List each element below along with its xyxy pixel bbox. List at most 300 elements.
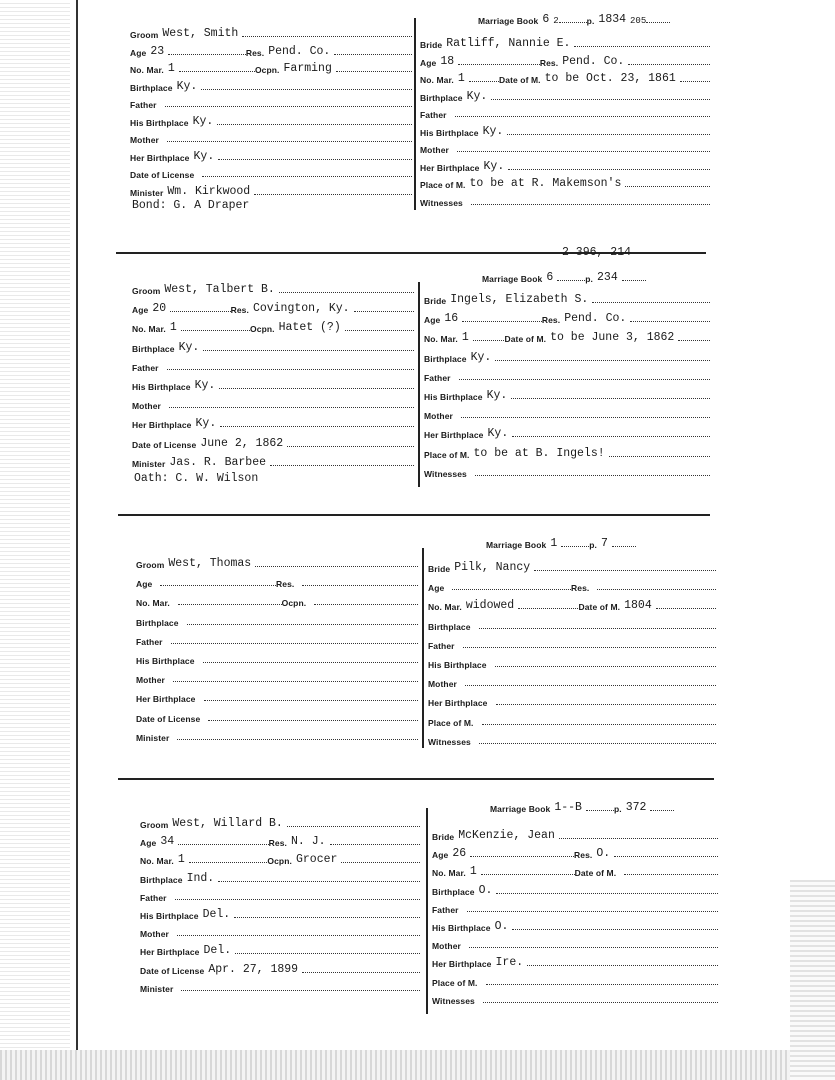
blank-line bbox=[465, 684, 716, 686]
her-birthplace-label: Her Birthplace bbox=[432, 959, 492, 970]
groom-name: West, Willard B. bbox=[172, 817, 283, 830]
his-birthplace-label: His Birthplace bbox=[424, 392, 483, 402]
res-label: Res. bbox=[230, 305, 249, 316]
bride-label: Bride bbox=[432, 832, 455, 842]
groom-birthplace: Ky. bbox=[176, 79, 198, 93]
form-row bbox=[132, 316, 414, 334]
birthplace-label: Birthplace bbox=[424, 353, 467, 364]
father-label: Father bbox=[140, 892, 167, 903]
groom-occupation: Farming bbox=[283, 62, 332, 75]
his-birthplace-label: His Birthplace bbox=[432, 923, 491, 933]
blank-line bbox=[455, 115, 710, 117]
form-row bbox=[424, 288, 710, 306]
groom-label: Groom bbox=[136, 560, 165, 570]
birthplace-label: Birthplace bbox=[420, 92, 463, 103]
groom-name: West, Smith bbox=[162, 27, 239, 40]
place-of-marriage-label: Place of M. bbox=[428, 717, 474, 728]
form-row bbox=[420, 137, 710, 155]
form-row bbox=[428, 614, 716, 632]
blank-line bbox=[559, 837, 718, 839]
blank-line bbox=[597, 588, 716, 590]
blank-line bbox=[483, 1001, 718, 1003]
father-label: Father bbox=[424, 372, 451, 383]
blank-line bbox=[656, 607, 716, 609]
form-row bbox=[140, 976, 420, 994]
bride-residence: Pend. Co. bbox=[564, 312, 627, 326]
age-label: Age bbox=[136, 579, 153, 590]
blank-line bbox=[202, 175, 412, 177]
blank-line bbox=[234, 916, 420, 918]
groom-name: West, Talbert B. bbox=[164, 283, 275, 296]
groom-no-mar: 1 bbox=[169, 321, 177, 335]
form-row bbox=[428, 690, 716, 708]
marriage-book-ref bbox=[482, 268, 646, 284]
blank-line bbox=[203, 349, 414, 351]
her-birthplace-label: Her Birthplace bbox=[428, 698, 488, 709]
mother-label: Mother bbox=[140, 929, 169, 940]
date-of-marriage-label: Date of M. bbox=[504, 334, 547, 345]
groom-no-mar: 1 bbox=[167, 62, 175, 75]
bride-name: Ratliff, Nannie E. bbox=[446, 37, 571, 50]
marriage-book-label: Marriage Book bbox=[482, 274, 543, 284]
form-row bbox=[130, 127, 412, 145]
blank-line bbox=[287, 825, 420, 827]
blank-line bbox=[479, 627, 716, 629]
birthplace-label: Birthplace bbox=[428, 621, 471, 632]
form-row bbox=[424, 403, 710, 421]
no-mar-label: No. Mar. bbox=[428, 602, 462, 613]
her-birthplace-label: Her Birthplace bbox=[132, 420, 192, 431]
form-row bbox=[428, 671, 716, 689]
blank-line bbox=[452, 588, 571, 590]
page-label: p. bbox=[589, 540, 598, 550]
blank-line bbox=[496, 703, 716, 705]
blank-line bbox=[557, 279, 585, 281]
form-row bbox=[420, 85, 710, 103]
form-row bbox=[424, 346, 710, 364]
form-row bbox=[424, 307, 710, 325]
blank-line bbox=[175, 898, 420, 900]
date-of-license-label: Date of License bbox=[140, 965, 205, 976]
her-birthplace-label: Her Birthplace bbox=[136, 694, 196, 705]
blank-line bbox=[270, 464, 414, 466]
bride-age: 16 bbox=[444, 312, 459, 326]
blank-line bbox=[181, 989, 420, 991]
blank-line bbox=[491, 98, 710, 100]
form-row bbox=[130, 145, 412, 163]
blank-line bbox=[467, 910, 718, 912]
no-mar-label: No. Mar. bbox=[136, 598, 170, 609]
bride-label: Bride bbox=[424, 296, 447, 306]
res-label: Res. bbox=[539, 57, 559, 68]
marriage-book-number: 6 bbox=[542, 13, 550, 26]
marriage-book-ref bbox=[490, 798, 674, 814]
blank-line bbox=[242, 35, 412, 37]
form-row bbox=[136, 648, 418, 666]
blank-line bbox=[168, 53, 246, 55]
res-label: Res. bbox=[276, 579, 295, 590]
form-row bbox=[432, 842, 718, 860]
form-row bbox=[424, 384, 710, 402]
birthplace-label: Birthplace bbox=[130, 82, 173, 93]
groom-label: Groom bbox=[140, 820, 169, 830]
form-row bbox=[428, 556, 716, 574]
form-row bbox=[432, 860, 718, 878]
blank-line bbox=[511, 397, 710, 399]
marriage-book-ref bbox=[478, 10, 670, 26]
form-row bbox=[432, 988, 718, 1006]
groom-residence: N. J. bbox=[291, 835, 326, 849]
groom-age: 20 bbox=[152, 302, 167, 316]
blank-line bbox=[495, 359, 710, 361]
minister-label: Minister bbox=[136, 732, 170, 743]
blank-line bbox=[496, 892, 718, 894]
form-row bbox=[140, 921, 420, 939]
blank-line bbox=[187, 623, 418, 625]
scan-border-line bbox=[76, 0, 78, 1060]
date-of-license-label: Date of License bbox=[132, 439, 197, 450]
blank-line bbox=[345, 329, 414, 331]
record-divider bbox=[118, 514, 710, 516]
birthplace-label: Birthplace bbox=[140, 874, 183, 885]
bride-father-birthplace: Ky. bbox=[482, 124, 504, 138]
bride-father-birthplace: O. bbox=[494, 920, 509, 933]
form-row bbox=[140, 848, 420, 866]
form-row bbox=[420, 172, 710, 190]
no-mar-label: No. Mar. bbox=[132, 324, 166, 335]
page-extra: 205 bbox=[630, 16, 647, 26]
date-of-license: June 2, 1862 bbox=[200, 436, 284, 450]
bride-birthplace: O. bbox=[478, 883, 493, 897]
groom-birthplace: Ind. bbox=[186, 871, 215, 885]
blank-line bbox=[561, 545, 589, 547]
mother-label: Mother bbox=[428, 679, 457, 690]
blank-line bbox=[177, 738, 418, 740]
ocpn-label: Ocpn. bbox=[267, 856, 292, 867]
column-separator bbox=[426, 808, 428, 1014]
mother-label: Mother bbox=[432, 941, 461, 952]
form-row bbox=[132, 412, 414, 430]
blank-line bbox=[518, 607, 578, 609]
form-row bbox=[432, 915, 718, 933]
form-row bbox=[424, 461, 710, 479]
date-of-license-label: Date of License bbox=[130, 170, 195, 180]
his-birthplace-label: His Birthplace bbox=[132, 382, 191, 392]
form-row bbox=[428, 729, 716, 747]
her-birthplace-label: Her Birthplace bbox=[420, 162, 480, 173]
bride-mother-birthplace: Ire. bbox=[495, 956, 524, 970]
ocpn-label: Ocpn. bbox=[250, 324, 275, 335]
blank-line bbox=[220, 425, 414, 427]
place-of-marriage-label: Place of M. bbox=[420, 180, 466, 190]
column-separator bbox=[418, 282, 420, 487]
top-note: 2 396, 214 bbox=[562, 246, 632, 259]
form-row bbox=[424, 365, 710, 383]
age-label: Age bbox=[424, 315, 441, 326]
blank-line bbox=[254, 193, 412, 195]
date-of-license-label: Date of License bbox=[136, 713, 201, 724]
blank-line bbox=[179, 70, 255, 72]
form-row bbox=[420, 120, 710, 138]
father-label: Father bbox=[420, 110, 447, 120]
blank-line bbox=[178, 603, 282, 605]
bride-birthplace: Ky. bbox=[470, 350, 492, 364]
no-mar-label: No. Mar. bbox=[140, 856, 174, 867]
marriage-book-label: Marriage Book bbox=[490, 804, 551, 814]
marriage-book-number: 1 bbox=[550, 537, 558, 550]
blank-line bbox=[160, 584, 276, 586]
blank-line bbox=[471, 203, 710, 205]
page-label: p. bbox=[585, 274, 594, 284]
form-row bbox=[132, 336, 414, 354]
form-row bbox=[130, 75, 412, 93]
groom-label: Groom bbox=[130, 30, 159, 40]
blank-line bbox=[302, 971, 420, 973]
blank-line bbox=[217, 123, 412, 125]
mother-label: Mother bbox=[132, 401, 161, 412]
blank-line bbox=[201, 88, 412, 90]
date-of-marriage-label: Date of M. bbox=[499, 75, 541, 85]
father-label: Father bbox=[132, 362, 159, 373]
form-row bbox=[428, 575, 716, 593]
groom-father-birthplace: Del. bbox=[202, 908, 231, 921]
bride-label: Bride bbox=[420, 40, 443, 50]
form-row bbox=[424, 442, 710, 460]
minister-name: Jas. R. Barbee bbox=[169, 455, 267, 469]
marriage-book-extra: 2 bbox=[553, 16, 559, 26]
groom-birthplace: Ky. bbox=[178, 340, 200, 354]
minister-name: Wm. Kirkwood bbox=[167, 184, 251, 198]
his-birthplace-label: His Birthplace bbox=[130, 117, 189, 128]
form-row bbox=[130, 22, 412, 40]
no-mar-label: No. Mar. bbox=[432, 868, 466, 879]
form-row bbox=[420, 67, 710, 85]
date-of-marriage: to be Oct. 23, 1861 bbox=[544, 72, 676, 85]
blank-line bbox=[469, 946, 718, 948]
res-label: Res. bbox=[574, 850, 593, 861]
groom-residence: Covington, Ky. bbox=[252, 302, 350, 316]
blank-line bbox=[330, 843, 420, 845]
blank-line bbox=[165, 105, 412, 107]
blank-line bbox=[609, 455, 710, 457]
minister-label: Minister bbox=[130, 187, 164, 198]
form-row bbox=[130, 92, 412, 110]
blank-line bbox=[170, 310, 230, 312]
father-label: Father bbox=[130, 100, 157, 110]
blank-line bbox=[354, 310, 414, 312]
father-label: Father bbox=[136, 636, 163, 647]
no-mar-label: No. Mar. bbox=[130, 65, 164, 75]
form-row bbox=[140, 903, 420, 921]
blank-line bbox=[218, 880, 420, 882]
form-row bbox=[132, 432, 414, 450]
form-row bbox=[136, 667, 418, 685]
bride-no-mar: 1 bbox=[461, 331, 469, 345]
no-mar-label: No. Mar. bbox=[420, 75, 454, 85]
blank-line bbox=[479, 742, 716, 744]
marriage-book-number: 1--B bbox=[554, 801, 582, 814]
blank-line bbox=[219, 387, 414, 389]
bride-age: 26 bbox=[452, 847, 467, 861]
blank-line bbox=[235, 952, 420, 954]
blank-line bbox=[189, 861, 268, 863]
blank-line bbox=[255, 565, 418, 567]
blank-line bbox=[171, 642, 418, 644]
blank-line bbox=[167, 368, 414, 370]
blank-line bbox=[512, 435, 710, 437]
place-of-marriage-label: Place of M. bbox=[424, 449, 470, 460]
blank-line bbox=[178, 843, 268, 845]
bride-name: Pilk, Nancy bbox=[454, 561, 531, 574]
form-row bbox=[132, 451, 414, 469]
blank-line bbox=[625, 185, 710, 187]
blank-line bbox=[508, 168, 710, 170]
form-row bbox=[130, 180, 412, 198]
blank-line bbox=[302, 584, 418, 586]
column-separator bbox=[414, 18, 416, 210]
birthplace-label: Birthplace bbox=[132, 343, 175, 354]
blank-line bbox=[612, 545, 636, 547]
form-row bbox=[420, 50, 710, 68]
form-row bbox=[130, 40, 412, 58]
blank-line bbox=[341, 861, 420, 863]
blank-line bbox=[336, 70, 412, 72]
form-row bbox=[428, 652, 716, 670]
form-row bbox=[424, 422, 710, 440]
bride-no-mar: 1 bbox=[457, 72, 465, 85]
age-label: Age bbox=[132, 305, 149, 316]
her-birthplace-label: Her Birthplace bbox=[140, 947, 200, 958]
groom-name: West, Thomas bbox=[168, 557, 252, 570]
minister-label: Minister bbox=[132, 458, 166, 469]
page-number: 7 bbox=[601, 537, 608, 550]
form-row bbox=[132, 297, 414, 315]
blank-line bbox=[208, 719, 418, 721]
bride-mother-birthplace: Ky. bbox=[483, 159, 505, 173]
place-of-marriage-label: Place of M. bbox=[432, 977, 478, 988]
blank-line bbox=[204, 699, 418, 701]
bride-residence: Pend. Co. bbox=[562, 54, 625, 68]
witnesses-label: Witnesses bbox=[424, 468, 467, 479]
groom-mother-birthplace: Del. bbox=[203, 944, 232, 958]
blank-line bbox=[646, 21, 670, 23]
birthplace-label: Birthplace bbox=[136, 617, 179, 628]
form-row bbox=[140, 885, 420, 903]
bride-age: 18 bbox=[440, 54, 455, 68]
form-row bbox=[140, 867, 420, 885]
groom-mother-birthplace: Ky. bbox=[193, 149, 215, 163]
blank-line bbox=[475, 474, 710, 476]
page-number: 1834 bbox=[598, 13, 627, 26]
blank-line bbox=[507, 133, 710, 135]
form-row bbox=[136, 552, 418, 570]
his-birthplace-label: His Birthplace bbox=[428, 660, 487, 670]
page-number: 372 bbox=[625, 801, 647, 814]
form-row bbox=[130, 57, 412, 75]
blank-line bbox=[457, 150, 710, 152]
bride-birthplace: Ky. bbox=[466, 89, 488, 103]
record-divider bbox=[118, 778, 714, 780]
date-of-marriage-label: Date of M. bbox=[574, 868, 617, 879]
res-label: Res. bbox=[571, 583, 590, 594]
scan-left-edge bbox=[0, 0, 70, 1080]
form-row bbox=[130, 162, 412, 180]
groom-residence: Pend. Co. bbox=[268, 44, 331, 58]
form-row bbox=[432, 951, 718, 969]
blank-line bbox=[287, 445, 414, 447]
his-birthplace-label: His Birthplace bbox=[136, 656, 195, 666]
groom-no-mar: 1 bbox=[177, 853, 185, 867]
form-row bbox=[136, 725, 418, 743]
bride-residence: O. bbox=[596, 847, 611, 861]
blank-line bbox=[459, 378, 710, 380]
form-row bbox=[136, 590, 418, 608]
groom-father-birthplace: Ky. bbox=[192, 114, 214, 128]
date-of-marriage: 1804 bbox=[624, 599, 652, 613]
form-row bbox=[136, 571, 418, 589]
bride-name: Ingels, Elizabeth S. bbox=[450, 293, 589, 306]
marriage-book-label: Marriage Book bbox=[478, 16, 539, 26]
blank-line bbox=[512, 928, 718, 930]
his-birthplace-label: His Birthplace bbox=[140, 911, 199, 921]
form-row bbox=[428, 710, 716, 728]
father-label: Father bbox=[432, 904, 459, 915]
blank-line bbox=[586, 809, 614, 811]
marriage-book-label: Marriage Book bbox=[486, 540, 547, 550]
blank-line bbox=[559, 21, 587, 23]
age-label: Age bbox=[432, 850, 449, 861]
record-footnote: Oath: C. W. Wilson bbox=[134, 472, 259, 485]
form-row bbox=[140, 812, 420, 830]
form-row bbox=[132, 355, 414, 373]
form-row bbox=[428, 633, 716, 651]
her-birthplace-label: Her Birthplace bbox=[130, 152, 190, 163]
bride-no-mar: widowed bbox=[465, 599, 515, 613]
marriage-book-ref bbox=[486, 534, 636, 550]
bride-name: McKenzie, Jean bbox=[458, 829, 555, 842]
form-row bbox=[140, 830, 420, 848]
age-label: Age bbox=[130, 47, 147, 58]
groom-age: 34 bbox=[160, 835, 175, 849]
witnesses-label: Witnesses bbox=[428, 736, 471, 747]
form-row bbox=[132, 278, 414, 296]
res-label: Res. bbox=[245, 47, 265, 58]
witnesses-label: Witnesses bbox=[420, 197, 463, 208]
date-of-marriage-label: Date of M. bbox=[578, 602, 621, 613]
bride-mother-birthplace: Ky. bbox=[487, 427, 509, 441]
blank-line bbox=[463, 646, 716, 648]
form-row bbox=[420, 190, 710, 208]
record-footnote: Bond: G. A Draper bbox=[132, 199, 250, 212]
blank-line bbox=[279, 291, 414, 293]
minister-label: Minister bbox=[140, 983, 174, 994]
father-label: Father bbox=[428, 640, 455, 651]
mother-label: Mother bbox=[130, 135, 159, 145]
form-row bbox=[432, 933, 718, 951]
blank-line bbox=[678, 339, 710, 341]
blank-line bbox=[482, 723, 716, 725]
blank-line bbox=[628, 63, 710, 65]
blank-line bbox=[574, 45, 710, 47]
form-row bbox=[136, 686, 418, 704]
blank-line bbox=[177, 934, 420, 936]
his-birthplace-label: His Birthplace bbox=[420, 127, 479, 138]
form-row bbox=[130, 110, 412, 128]
form-row bbox=[432, 824, 718, 842]
blank-line bbox=[614, 855, 718, 857]
blank-line bbox=[680, 80, 710, 82]
page-label: p. bbox=[586, 16, 595, 26]
